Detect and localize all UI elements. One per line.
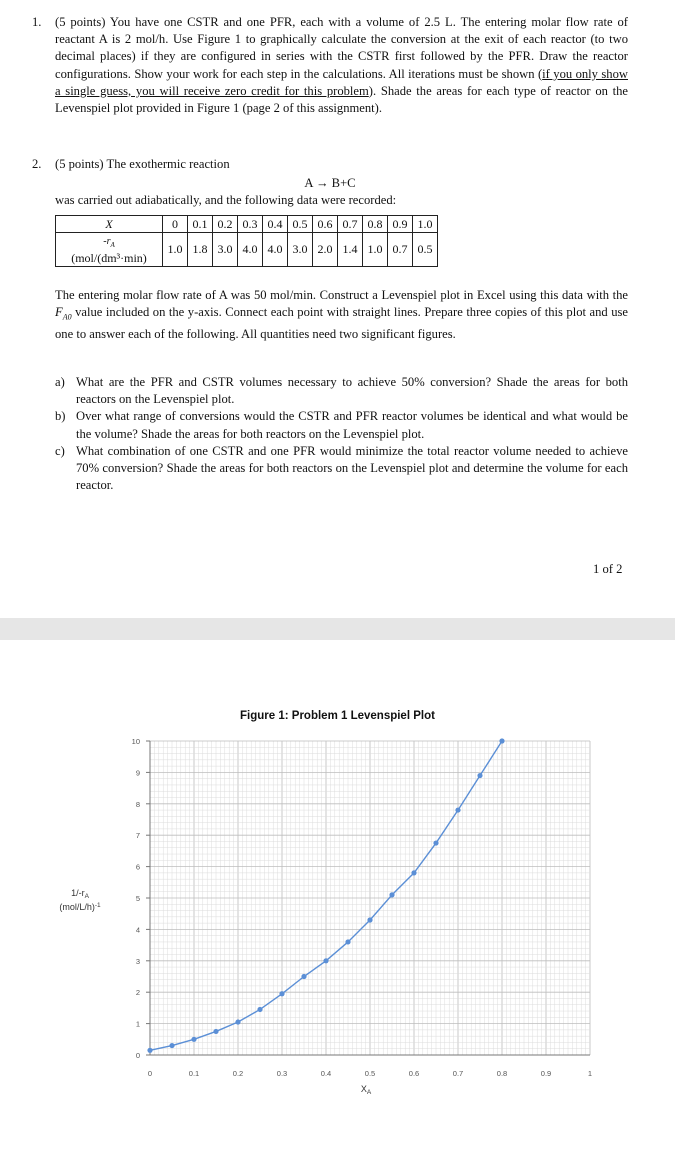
data-point (279, 991, 284, 996)
question-2-intro: (5 points) The exothermic reaction (55, 157, 230, 171)
data-point (389, 892, 394, 897)
y-tick-label: 5 (135, 894, 140, 903)
data-recorded-text: was carried out adiabatically, and the following data were recorded: (55, 193, 397, 208)
y-axis-units: $(mol/L/h)^{-1}$ (59, 902, 101, 912)
conversion-header: X (56, 216, 163, 233)
part-b: b) Over what range of conversions would the CSTR and PFR reactor volumes be identical and what would be the volume? Shade the areas for both reactors on the Levenspiel plot. (55, 409, 628, 441)
chart-tick-labels (132, 737, 592, 1078)
rate-cell: 1.0 (163, 233, 188, 267)
data-point (345, 939, 350, 944)
data-point (477, 773, 482, 778)
rate-header: $-r_A$ (mol/(dm³·min) (56, 233, 163, 267)
rate-cell: 0.7 (388, 233, 413, 267)
question-1-number: 1. (32, 15, 42, 29)
y-tick-label: 7 (135, 831, 140, 841)
data-point (433, 840, 438, 845)
question-2-number: 2. (32, 157, 42, 171)
x-tick-label: 0.9 (540, 1069, 552, 1078)
data-point (235, 1019, 240, 1024)
x-cell: 0.7 (338, 216, 363, 233)
x-tick-label: 0.3 (276, 1069, 288, 1078)
reaction-equation: A → B+C (304, 176, 356, 191)
y-axis-label: $1/-r_A$ (71, 888, 89, 900)
x-tick-label: 0 (147, 1069, 153, 1078)
zero-credit-warning: if you only show a single guess, you will receive zero credit for this problem (55, 66, 628, 98)
rate-cell: 3.0 (213, 233, 238, 267)
y-tick-label: 10 (131, 737, 140, 746)
y-tick-label: 2 (135, 988, 140, 998)
figure-title: Figure 1: Problem 1 Levenspiel Plot (240, 710, 435, 722)
y-tick-label: 0 (135, 1051, 140, 1060)
rate-cell: 1.8 (188, 233, 213, 267)
y-tick-label: 4 (135, 925, 140, 935)
y-tick-label: 3 (135, 956, 140, 966)
x-tick-label: 0.7 (452, 1069, 464, 1078)
x-cell: 0.6 (313, 216, 338, 233)
data-point (367, 917, 372, 922)
y-tick-label: 6 (135, 862, 140, 872)
rate-cell: 2.0 (313, 233, 338, 267)
data-point (191, 1037, 196, 1042)
y-tick-label: 1 (135, 1019, 140, 1029)
x-tick-label: 0.1 (188, 1069, 200, 1078)
rate-cell: 3.0 (288, 233, 313, 267)
x-cell: 0.4 (263, 216, 288, 233)
data-point (411, 870, 416, 875)
data-point (499, 738, 504, 743)
data-point (301, 974, 306, 979)
chart-grid (150, 741, 590, 1055)
x-cell: 0.2 (213, 216, 238, 233)
x-tick-label: 0.8 (496, 1069, 508, 1078)
x-tick-label: 0.6 (408, 1069, 420, 1078)
x-tick-label: 0.5 (364, 1069, 376, 1078)
x-cell: 0.5 (288, 216, 313, 233)
data-point (213, 1029, 218, 1034)
data-point (147, 1048, 152, 1053)
rate-cell: 1.4 (338, 233, 363, 267)
x-cell: 0.8 (363, 216, 388, 233)
y-tick-label: 8 (135, 799, 140, 809)
page-number: 1 of 2 (593, 562, 623, 576)
x-tick-label: 1 (587, 1069, 593, 1078)
x-cell: 0.9 (388, 216, 413, 233)
rate-cell: 1.0 (363, 233, 388, 267)
x-tick-label: 0.4 (320, 1069, 332, 1078)
part-a: a) What are the PFR and CSTR volumes necessary to achieve 50% conversion? Shade the areas for both reactors on the Levenspiel plot. (55, 375, 628, 407)
x-cell: 0 (163, 216, 188, 233)
rate-cell: 4.0 (238, 233, 263, 267)
x-cell: 1.0 (413, 216, 438, 233)
x-cell: 0.1 (188, 216, 213, 233)
question-1-body: (5 points) You have one CSTR and one PFR, each with a volume of 2.5 L. The entering molar flow rate of reactant A is 2 mol/h. Use Figure 1 to graphically calculate the conversion at the exit of each reactor (to two decimal places) if they are configured in series with the CSTR first followed by the PFR. Draw the reactor configurations. Show your work for each step in the calculations. All iterations must be shown (if you only show a single guess, you will receive zero credit for this problem). Shade the areas for each type of reactor on the Levenspiel plot provided in Figure 1 (page 2 of this assignment). (55, 15, 628, 116)
rate-cell: 4.0 (263, 233, 288, 267)
y-tick-label: 9 (135, 768, 140, 778)
rate-cell: 0.5 (413, 233, 438, 267)
part-c: c) What combination of one CSTR and one PFR would minimize the total reactor volume needed to achieve 70% conversion? Shade the areas for both reactors on the Levenspiel plot and determine the volume for each reactor. (55, 443, 628, 493)
x-cell: 0.3 (238, 216, 263, 233)
data-point (455, 807, 460, 812)
x-tick-label: 0.2 (232, 1069, 244, 1078)
question-2-paragraph: The entering molar flow rate of A was 50 mol/min. Construct a Levenspiel plot in Excel using this data with the $F_{A0}$ value included on the y-axis. Connect each point with straight lines. Prepare three copies of this plot and use one to answer each of the following. All quantities need two significant figures. (55, 288, 628, 341)
x-axis-label: $X_A$ (360, 1084, 372, 1096)
data-point (169, 1043, 174, 1048)
data-point (257, 1007, 262, 1012)
data-point (323, 958, 328, 963)
